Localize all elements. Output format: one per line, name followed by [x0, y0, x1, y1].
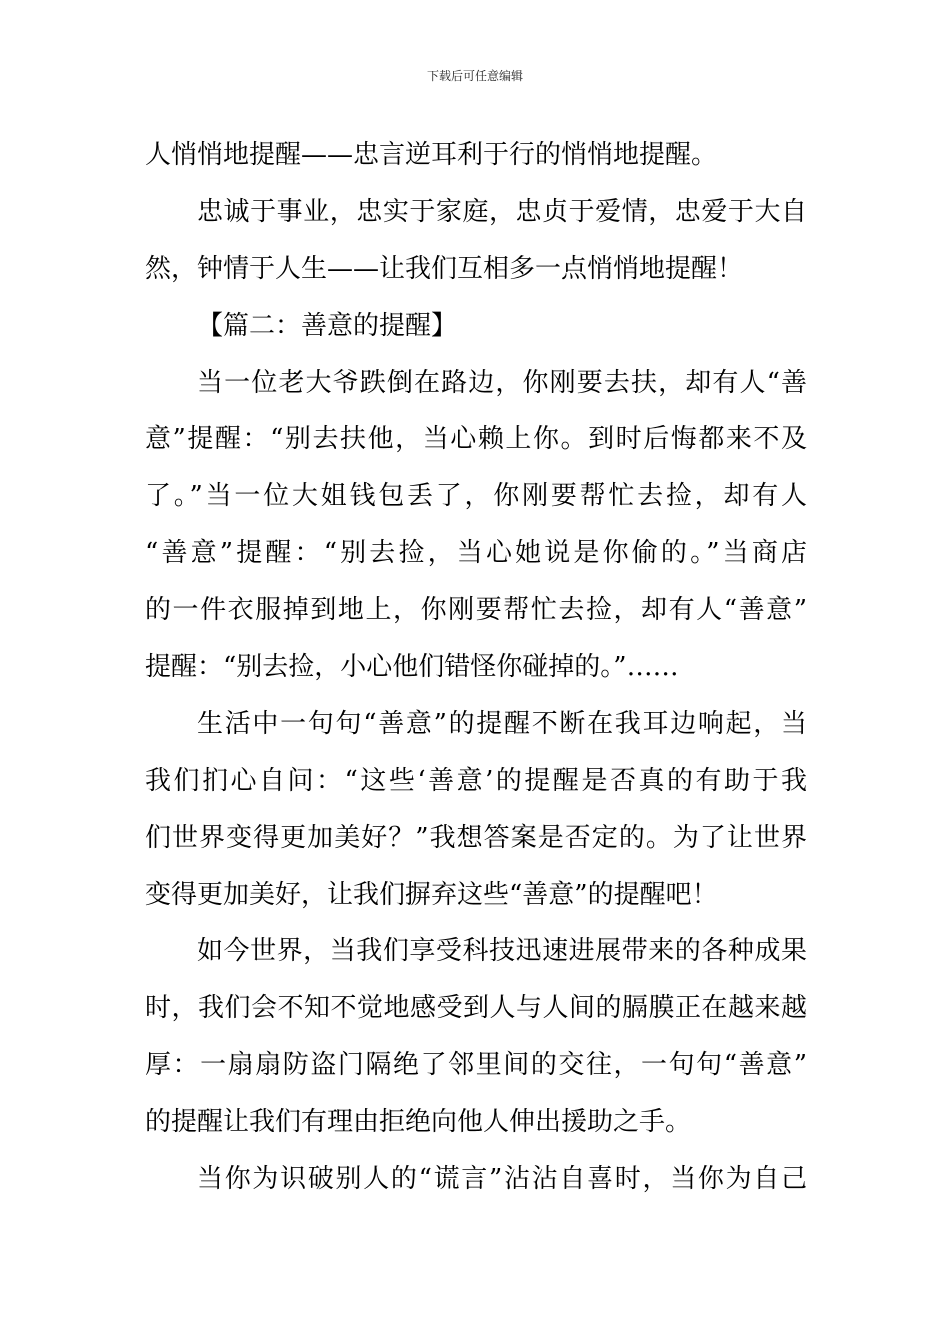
text-line: 变得更加美好，让我们摒弃这些“善意”的提醒吧！	[145, 879, 718, 910]
text-line: 忠诚于事业，忠实于家庭，忠贞于爱情，忠爱于大自	[197, 196, 807, 227]
text-line: 提醒：“别去捡，小心他们错怪你碰掉的。”……	[145, 652, 679, 683]
text-line: 的一件衣服掉到地上，你刚要帮忙去捡，却有人“善意”	[145, 595, 807, 626]
text-line: 们世界变得更加美好？”我想答案是否定的。为了让世界	[145, 822, 807, 853]
text-line: “善意”提醒：“别去捡，当心她说是你偷的。”当商店	[145, 538, 807, 569]
document-body	[145, 127, 807, 1208]
text-line: 意”提醒：“别去扶他，当心赖上你。到时后悔都来不及	[145, 424, 807, 455]
text-line: 厚：一扇扇防盗门隔绝了邻里间的交往，一句句“善意”	[145, 1050, 807, 1081]
text-line: 如今世界，当我们享受科技迅速进展带来的各种成果	[197, 936, 807, 967]
text-line: 生活中一句句“善意”的提醒不断在我耳边响起，当	[197, 708, 807, 739]
text-line: 人悄悄地提醒——忠言逆耳利于行的悄悄地提醒。	[145, 140, 718, 170]
page-header: 下载后可任意编辑	[426, 69, 523, 83]
text-line: 了。”当一位大姐钱包丢了，你刚要帮忙去捡，却有人	[145, 481, 807, 512]
text-line: 时，我们会不知不觉地感受到人与人间的膈膜正在越来越	[145, 993, 807, 1024]
text-line: 的提醒让我们有理由拒绝向他人伸出援助之手。	[145, 1107, 692, 1138]
text-line: 当你为识破别人的“谎言”沾沾自喜时，当你为自己	[197, 1164, 807, 1195]
section-heading: 【篇二：善意的提醒】	[197, 310, 458, 341]
text-line: 我们扪心自问：“这些‘善意’的提醒是否真的有助于我	[145, 765, 807, 796]
text-line: 当一位老大爷跌倒在路边，你刚要去扶，却有人“善	[197, 367, 807, 398]
text-line: 然，钟情于人生——让我们互相多一点悄悄地提醒！	[145, 253, 744, 284]
